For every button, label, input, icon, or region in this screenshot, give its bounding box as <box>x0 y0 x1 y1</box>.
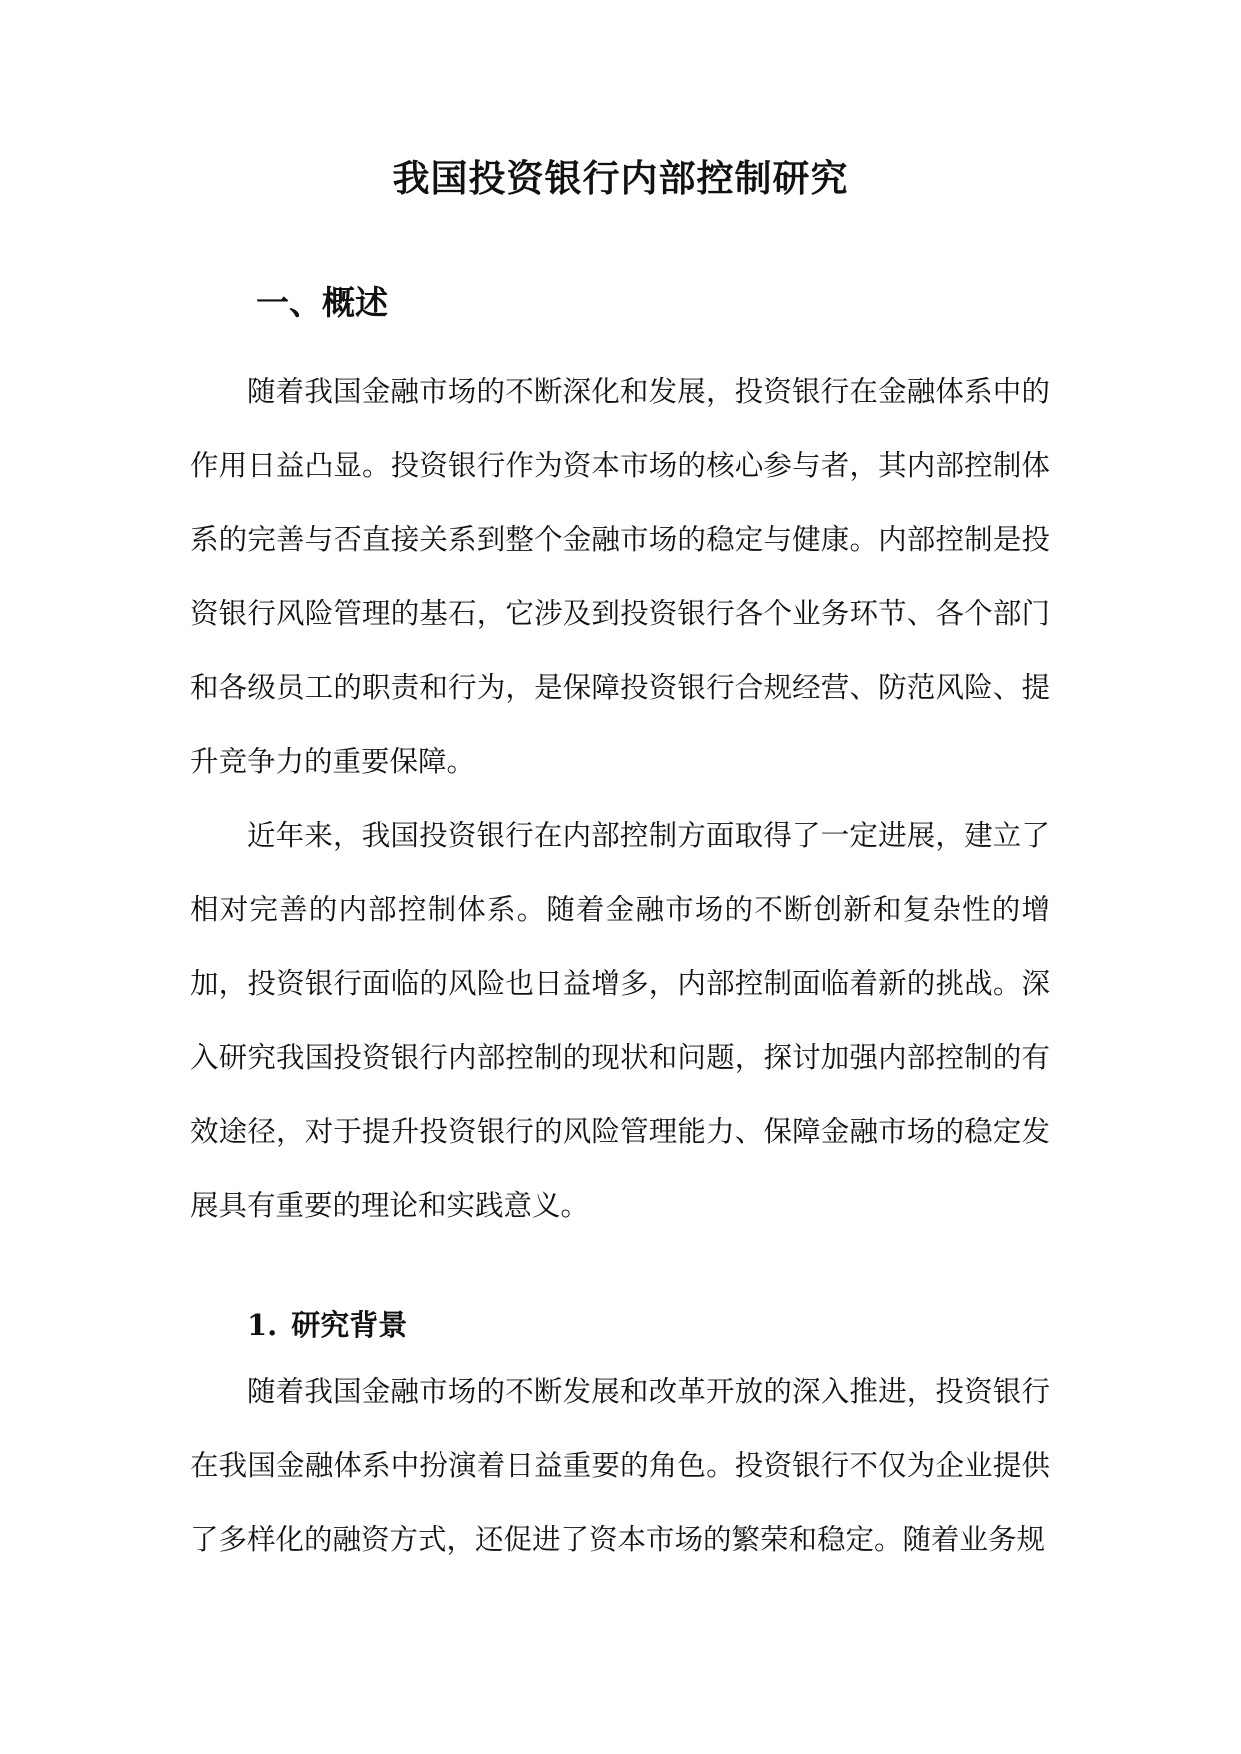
background-paragraph-1: 随着我国金融市场的不断发展和改革开放的深入推进，投资银行在我国金融体系中扮演着日益重要的角色。投资银行不仅为企业提供了多样化的融资方式，还促进了资本市场的繁荣和稳定。随着业务规 <box>190 1375 1050 1556</box>
subsection-number: 1. <box>247 1308 278 1342</box>
subsection-heading-background <box>247 1302 407 1348</box>
document-title: 我国投资银行内部控制研究 <box>392 156 849 200</box>
subsection-title: 研究背景 <box>291 1308 408 1342</box>
section-heading-overview: 一、概述 <box>256 283 388 322</box>
overview-paragraph-2: 近年来，我国投资银行在内部控制方面取得了一定进展，建立了相对完善的内部控制体系。随着金融市场的不断创新和复杂性的增加，投资银行面临的风险也日益增多，内部控制面临着新的挑战。深入研究我国投资银行内部控制的现状和问题，探讨加强内部控制的有效途径，对于提升投资银行的风险管理能力、保障金融市场的稳定发展具有重要的理论和实践意义。 <box>190 819 1050 1222</box>
overview-paragraph-1: 随着我国金融市场的不断深化和发展，投资银行在金融体系中的作用日益凸显。投资银行作为资本市场的核心参与者，其内部控制体系的完善与否直接关系到整个金融市场的稳定与健康。内部控制是投资银行风险管理的基石，它涉及到投资银行各个业务环节、各个部门和各级员工的职责和行为，是保障投资银行合规经营、防范风险、提升竞争力的重要保障。 <box>190 375 1050 778</box>
